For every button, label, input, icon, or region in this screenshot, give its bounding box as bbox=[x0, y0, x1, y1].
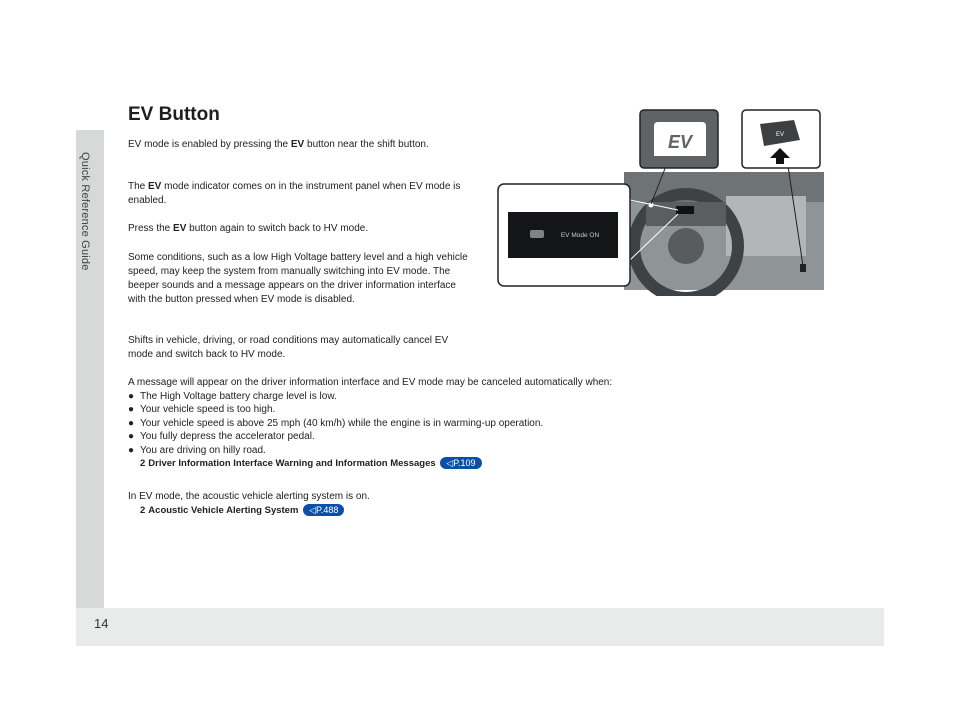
bullet-icon: ● bbox=[128, 444, 135, 456]
list-item-text: The High Voltage battery charge level is low. bbox=[140, 390, 337, 402]
list-item-text: Your vehicle speed is too high. bbox=[140, 404, 276, 415]
page-reference-badge[interactable]: ◁P.109 bbox=[440, 457, 481, 469]
intro-p3-text: Press the bbox=[128, 223, 174, 234]
sidebar-label: Quick Reference Guide bbox=[79, 152, 91, 271]
avas-section bbox=[128, 490, 828, 517]
bullet-icon: ● bbox=[128, 404, 135, 415]
page-title: EV Button bbox=[128, 104, 220, 125]
ev-keyword: EV bbox=[148, 181, 162, 192]
list-item bbox=[128, 430, 828, 444]
cross-reference-icon: 2 bbox=[140, 504, 146, 516]
intro-p2-text-end: mode indicator comes on in the instrument panel when EV mode is enabled. bbox=[128, 181, 461, 206]
steering-hub bbox=[668, 228, 704, 264]
auto-cancel-section bbox=[128, 376, 828, 471]
intro-paragraph-3 bbox=[128, 222, 473, 236]
ev-button-label: EV bbox=[667, 132, 693, 152]
ev-mode-on-text: EV Mode ON bbox=[560, 232, 600, 239]
ev-keyword: EV bbox=[290, 139, 305, 150]
page-reference-text: P.109 bbox=[453, 458, 476, 468]
xref-driver-info-messages[interactable] bbox=[128, 457, 828, 471]
intro-paragraph-2 bbox=[128, 180, 473, 208]
bullet-icon: ● bbox=[128, 431, 135, 442]
bullet-icon: ● bbox=[128, 390, 135, 402]
car-icon bbox=[530, 230, 544, 238]
intro-p1-text-end: button near the shift button. bbox=[304, 139, 429, 150]
xref-label: Acoustic Vehicle Alerting System bbox=[148, 504, 299, 516]
list-item-text: Your vehicle speed is above 25 mph (40 km/h) while the engine is in warming-up operation. bbox=[140, 417, 544, 429]
intro-paragraph-1 bbox=[128, 138, 473, 152]
ev-keyword: EV bbox=[173, 223, 187, 234]
auto-cancel-list bbox=[128, 390, 828, 458]
ev-button-illustration bbox=[496, 106, 826, 296]
page-number: 14 bbox=[94, 616, 109, 631]
list-item-text: You are driving on hilly road. bbox=[140, 444, 266, 456]
cluster-display bbox=[676, 206, 694, 214]
cross-reference-icon: 2 bbox=[140, 458, 146, 469]
list-item bbox=[128, 390, 828, 404]
intro-p3-text-end: button again to switch back to HV mode. bbox=[186, 223, 369, 234]
small-ev-label: EV bbox=[775, 132, 785, 138]
list-item-text: You fully depress the accelerator pedal. bbox=[140, 431, 315, 442]
intro-p1-text: EV mode is enabled by pressing the bbox=[128, 139, 291, 150]
bullet-icon: ● bbox=[128, 417, 135, 429]
page-reference-text: P.488 bbox=[315, 504, 339, 515]
xref-avas[interactable] bbox=[128, 504, 828, 518]
xref-label: Driver Information Interface Warning and Information Messages bbox=[148, 458, 436, 469]
intro-p2-text: The bbox=[128, 181, 149, 192]
list-item bbox=[128, 403, 828, 417]
avas-text: In EV mode, the acoustic vehicle alerting system is on. bbox=[128, 491, 370, 502]
auto-cancel-lead: A message will appear on the driver information interface and EV mode may be canceled automatically when: bbox=[128, 377, 613, 388]
list-item bbox=[128, 444, 828, 458]
page-reference-badge[interactable]: ◁P.488 bbox=[303, 504, 344, 516]
intro-paragraph-4: Some conditions, such as a low High Voltage battery level and a high vehicle speed, may keep the system from manually switching into EV mode. The beeper sounds and a message appears on the driver information interface with the button pressed when EV mode is disabled. bbox=[128, 252, 468, 305]
list-item bbox=[128, 417, 828, 431]
intro-paragraph-5: Shifts in vehicle, driving, or road conditions may automatically cancel EV mode and switch back to HV mode. bbox=[128, 335, 449, 360]
